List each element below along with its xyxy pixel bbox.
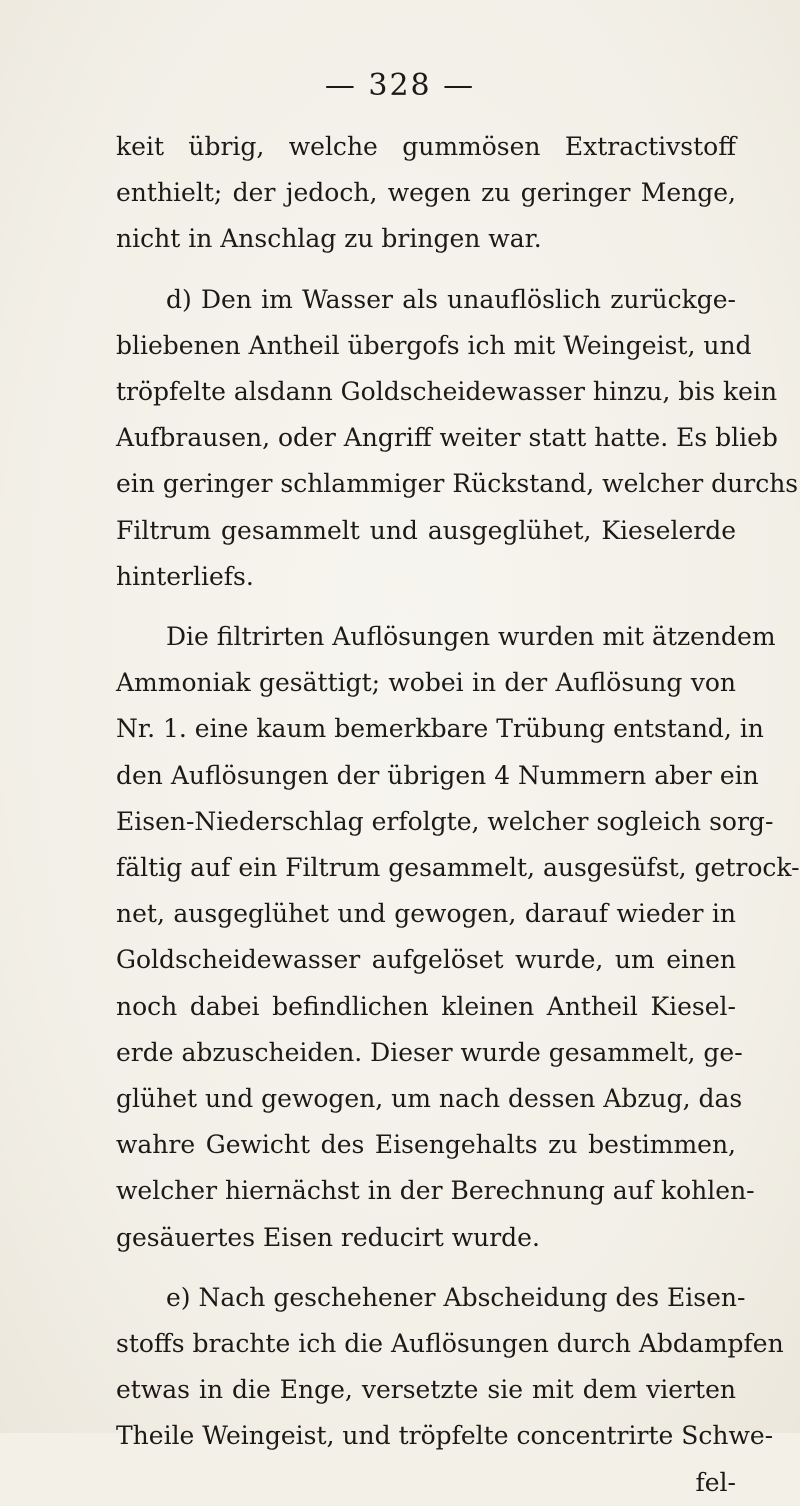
text-line: stoffs brachte ich die Auflösungen durch Abdampfen: [116, 1329, 784, 1359]
text-line: Eisen-Niederschlag erfolgte, welcher sogleich sorg-: [116, 806, 774, 836]
text-line: hinterliefs.: [116, 561, 254, 591]
text-line: net, ausgeglühet und gewogen, darauf wieder in: [116, 899, 736, 929]
text-line: Ammoniak gesättigt; wobei in der Auflösung von: [116, 668, 736, 698]
text-line: ein geringer schlammiger Rückstand, welcher durchs: [116, 469, 799, 499]
paragraph-2: [116, 277, 799, 600]
text-line: tröpfelte alsdann Goldscheidewasser hinzu, bis kein: [116, 377, 778, 407]
text-line: Theile Weingeist, und tröpfelte concentrirte Schwe-: [116, 1421, 774, 1451]
text-line: erde abzuscheiden. Dieser wurde gesammelt, ge-: [116, 1037, 743, 1067]
text-line: Nr. 1. eine kaum bemerkbare Trübung entstand, in: [116, 714, 764, 744]
catchword: fel-: [695, 1467, 736, 1497]
text-line: fältig auf ein Filtrum gesammelt, ausgesüfst, getrock-: [116, 853, 800, 883]
text-line: bliebenen Antheil übergofs ich mit Weingeist, und: [116, 330, 752, 360]
text-line: welcher hiernächst in der Berechnung auf kohlen-: [116, 1176, 755, 1206]
paragraph-1: [116, 124, 736, 263]
text-line: d) Den im Wasser als unauflöslich zurückge-: [166, 284, 736, 314]
text-line: glühet und gewogen, um nach dessen Abzug, das: [116, 1084, 743, 1114]
text-line: noch dabei befindlichen kleinen Antheil Kiesel-: [116, 991, 736, 1021]
text-line: Die filtrirten Auflösungen wurden mit ätzendem: [166, 622, 776, 652]
paragraph-3: [116, 614, 800, 1261]
text-line: Aufbrausen, oder Angriff weiter statt hatte. Es blieb: [116, 423, 778, 453]
text-line: Goldscheidewasser aufgelöset wurde, um einen: [116, 945, 736, 975]
text-line: den Auflösungen der übrigen 4 Nummern aber ein: [116, 760, 759, 790]
body-text: [116, 124, 800, 1506]
text-line: gesäuertes Eisen reducirt wurde.: [116, 1222, 540, 1252]
paragraph-4: [116, 1275, 784, 1460]
text-line: nicht in Anschlag zu bringen war.: [116, 224, 542, 254]
text-line: Filtrum gesammelt und ausgeglühet, Kieselerde: [116, 515, 736, 545]
text-line: keit übrig, welche gummösen Extractivstoff: [116, 132, 736, 161]
text-line: wahre Gewicht des Eisengehalts zu bestimmen,: [116, 1130, 736, 1160]
text-line: e) Nach geschehener Abscheidung des Eisen-: [166, 1282, 746, 1312]
page-number-header: — 328 —: [324, 68, 476, 103]
text-line: etwas in die Enge, versetzte sie mit dem vierten: [116, 1375, 736, 1405]
text-line: enthielt; der jedoch, wegen zu geringer Menge,: [116, 178, 736, 208]
